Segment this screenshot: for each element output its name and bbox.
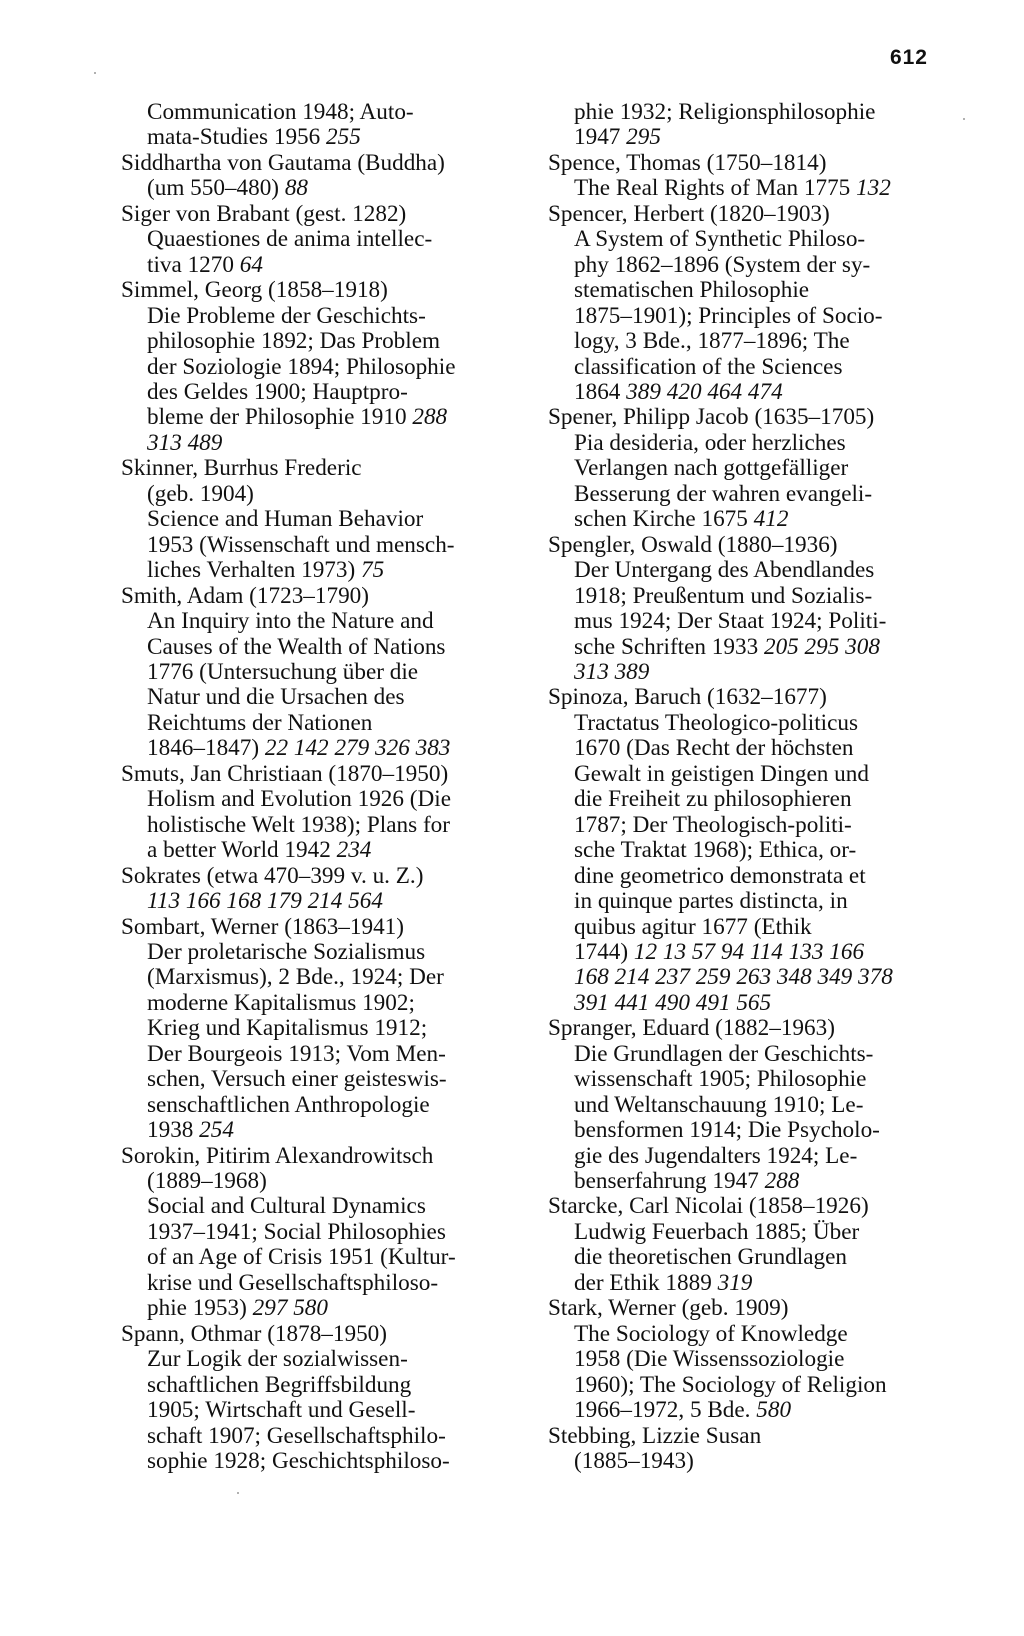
index-entry-continuation-line (121, 507, 516, 532)
entry-text: of an Age of Crisis 1951 (Kultur- (147, 1244, 456, 1271)
index-entry-heading-line (548, 1296, 948, 1321)
entry-text: Simmel, Georg (1858–1918) (121, 277, 388, 304)
entry-text: Spence, Thomas (1750–1814) (548, 149, 827, 176)
entry-text: 1846–1847) (147, 735, 265, 762)
page-references: 75 (361, 557, 385, 584)
page-references: 22 142 279 326 383 (264, 735, 451, 762)
page-references: 254 (199, 1117, 234, 1144)
index-entry-continuation-line (548, 1169, 948, 1194)
entry-text: bensformen 1914; Die Psycholo- (574, 1117, 880, 1144)
entry-text: philosophie 1892; Das Problem (147, 328, 441, 355)
entry-text: phie 1932; Religionsphilosophie (574, 99, 876, 125)
index-entry-continuation-line (548, 635, 948, 660)
entry-text: schen Kirche 1675 (574, 506, 754, 533)
entry-text: 1670 (Das Recht der höchsten (574, 735, 854, 762)
entry-text: Spinoza, Baruch (1632–1677) (548, 684, 827, 711)
entry-text: Tractatus Theologico-politicus (574, 709, 859, 736)
index-entry-continuation-line (548, 1118, 948, 1143)
scan-speck (237, 1492, 239, 1494)
index-entry-continuation-line (121, 609, 516, 634)
entry-text: sophie 1928; Geschichtsphiloso- (147, 1448, 450, 1475)
index-entry-continuation-line (121, 1220, 516, 1245)
entry-text: (Marxismus), 2 Bde., 1924; Der (147, 964, 444, 991)
page-references: 313 389 (574, 658, 650, 685)
entry-text: Siger von Brabant (gest. 1282) (121, 200, 407, 227)
index-entry-continuation-line (121, 176, 516, 201)
entry-text: a better World 1942 (147, 837, 337, 864)
scan-speck (94, 72, 96, 74)
index-entry-continuation-line (548, 965, 948, 990)
entry-text: wissenschaft 1905; Philosophie (574, 1066, 867, 1093)
entry-text: Social and Cultural Dynamics (147, 1193, 426, 1220)
page-references: 132 (856, 175, 891, 202)
index-entry-continuation-line (121, 227, 516, 252)
index-entry-heading-line (548, 685, 948, 710)
entry-text: gie des Jugendalters 1924; Le- (574, 1142, 858, 1169)
entry-text: phie 1953) (147, 1295, 253, 1322)
index-entry-continuation-line (548, 1347, 948, 1372)
entry-text: Ludwig Feuerbach 1885; Über (574, 1218, 860, 1245)
index-entry-heading-line (121, 1322, 516, 1347)
index-entry-continuation-line (548, 609, 948, 634)
entry-text: 1905; Wirtschaft und Gesell- (147, 1397, 416, 1424)
page-references: 319 (717, 1269, 753, 1296)
index-entry-continuation-line (121, 1194, 516, 1219)
index-entry-continuation-line (121, 965, 516, 990)
index-entry-continuation-line (121, 329, 516, 354)
entry-text: holistische Welt 1938); Plans for (147, 811, 450, 838)
index-entry-continuation-line (548, 584, 948, 609)
entry-text: senschaftlichen Anthropologie (147, 1091, 430, 1118)
index-entry-continuation-line (548, 813, 948, 838)
entry-text: Skinner, Burrhus Frederic (121, 455, 362, 482)
index-entry-continuation-line (121, 1067, 516, 1092)
entry-text: Sokrates (etwa 470–399 v. u. Z.) (121, 862, 424, 889)
index-entry-continuation-line (548, 940, 948, 965)
entry-text: 1776 (Untersuchung über die (147, 658, 419, 685)
entry-text: Zur Logik der sozialwissen- (147, 1346, 408, 1373)
page-references: 295 (626, 124, 661, 151)
index-entry-continuation-line (548, 482, 948, 507)
index-entry-continuation-line (121, 1449, 516, 1474)
entry-text: 1937–1941; Social Philosophies (147, 1218, 446, 1245)
entry-text: Communication 1948; Auto- (147, 99, 414, 125)
page-references: 389 420 464 474 (626, 378, 783, 405)
index-entry-heading-line (548, 533, 948, 558)
page-references: 391 441 490 491 565 (574, 989, 772, 1016)
index-entry-continuation-line (548, 1093, 948, 1118)
entry-text: liches Verhalten 1973) (147, 557, 361, 584)
entry-text: quibus agitur 1677 (Ethik (574, 913, 812, 940)
index-entry-continuation-line (121, 125, 516, 150)
entry-text: Sorokin, Pitirim Alexandrowitsch (121, 1142, 434, 1169)
index-entry-continuation-line (548, 380, 948, 405)
index-entry-continuation-line (548, 1322, 948, 1347)
index-entry-continuation-line (121, 635, 516, 660)
index-entry-continuation-line (121, 355, 516, 380)
entry-text: 1953 (Wissenschaft und mensch- (147, 531, 455, 558)
index-entry-continuation-line (548, 176, 948, 201)
entry-text: Der proletarische Sozialismus (147, 938, 426, 965)
entry-text: Holism and Evolution 1926 (Die (147, 786, 451, 813)
entry-text: Der Untergang des Abendlandes (574, 557, 875, 584)
entry-text: 1864 (574, 378, 627, 405)
index-entry-continuation-line (121, 533, 516, 558)
index-entry-continuation-line (548, 507, 948, 532)
entry-text: und Weltanschauung 1910; Le- (574, 1091, 864, 1118)
index-entry-continuation-line (548, 1144, 948, 1169)
index-entry-continuation-line (121, 1016, 516, 1041)
index-entry-continuation-line (548, 915, 948, 940)
entry-text: Die Grundlagen der Geschichts- (574, 1040, 874, 1067)
index-entry-continuation-line (121, 813, 516, 838)
index-entry-continuation-line (121, 787, 516, 812)
entry-text: 1938 (147, 1117, 200, 1144)
index-entry-continuation-line (548, 1067, 948, 1092)
entry-text: Verlangen nach gottgefälliger (574, 455, 849, 482)
entry-text: tiva 1270 (147, 251, 240, 278)
entry-text: Sombart, Werner (1863–1941) (121, 913, 404, 940)
index-entry-continuation-line (121, 838, 516, 863)
index-entry-continuation-line (548, 1271, 948, 1296)
entry-text: Smith, Adam (1723–1790) (121, 582, 369, 609)
entry-text: Spranger, Eduard (1882–1963) (548, 1015, 835, 1042)
entry-text: 1958 (Die Wissenssoziologie (574, 1346, 845, 1373)
index-entry-continuation-line (121, 685, 516, 710)
entry-text: die theoretischen Grundlagen (574, 1244, 847, 1271)
index-column-right (548, 100, 948, 1474)
index-entry-heading-line (548, 202, 948, 227)
index-entry-continuation-line (548, 991, 948, 1016)
page-references: 288 (764, 1168, 800, 1195)
entry-text: Stark, Werner (geb. 1909) (548, 1295, 789, 1322)
entry-text: Spann, Othmar (1878–1950) (121, 1320, 387, 1347)
index-entry-heading-line (548, 151, 948, 176)
entry-text: The Real Rights of Man 1775 (574, 175, 857, 202)
index-entry-continuation-line (548, 660, 948, 685)
index-entry-heading-line (548, 1424, 948, 1449)
scan-speck (963, 118, 965, 120)
index-entry-continuation-line (548, 1220, 948, 1245)
index-entry-heading-line (121, 1144, 516, 1169)
entry-text: Siddhartha von Gautama (Buddha) (121, 149, 445, 176)
entry-text: (1889–1968) (147, 1168, 267, 1195)
entry-text: Smuts, Jan Christiaan (1870–1950) (121, 760, 449, 787)
index-entry-continuation-line (121, 1296, 516, 1321)
entry-text: des Geldes 1900; Hauptpro- (147, 378, 408, 405)
index-entry-continuation-line (121, 1424, 516, 1449)
entry-text: 1966–1972, 5 Bde. (574, 1397, 757, 1424)
index-entry-continuation-line (121, 1373, 516, 1398)
entry-text: logy, 3 Bde., 1877–1896; The (574, 328, 850, 355)
entry-text: Science and Human Behavior (147, 506, 424, 533)
index-column-left (121, 100, 516, 1474)
entry-text: phy 1862–1896 (System der sy- (574, 251, 871, 278)
index-entry-heading-line (121, 151, 516, 176)
page-references: 12 13 57 94 114 133 166 (633, 938, 865, 965)
entry-text: krise und Gesellschaftsphiloso- (147, 1269, 439, 1296)
entry-text: 1875–1901); Principles of Socio- (574, 302, 883, 329)
entry-text: An Inquiry into the Nature and (147, 608, 434, 635)
entry-text: Krieg und Kapitalismus 1912; (147, 1015, 428, 1042)
entry-text: 1918; Preußentum und Sozialis- (574, 582, 873, 609)
page-references: 297 580 (252, 1295, 328, 1322)
page-references: 64 (239, 251, 263, 278)
entry-text: mata-Studies 1956 (147, 124, 327, 151)
index-entry-heading-line (548, 1194, 948, 1219)
entry-text: (um 550–480) (147, 175, 285, 202)
entry-text: stematischen Philosophie (574, 277, 810, 304)
index-entry-continuation-line (121, 304, 516, 329)
index-entry-heading-line (121, 762, 516, 787)
entry-text: Pia desideria, oder herzliches (574, 429, 846, 456)
entry-text: Spener, Philipp Jacob (1635–1705) (548, 404, 875, 431)
index-entry-continuation-line (548, 864, 948, 889)
index-entry-continuation-line (121, 940, 516, 965)
index-entry-continuation-line (121, 736, 516, 761)
entry-text: Causes of the Wealth of Nations (147, 633, 446, 660)
index-entry-continuation-line (548, 1398, 948, 1423)
index-entry-continuation-line (548, 1373, 948, 1398)
entry-text: 1787; Der Theologisch-politi- (574, 811, 852, 838)
entry-text: Spengler, Oswald (1880–1936) (548, 531, 838, 558)
index-entry-continuation-line (548, 278, 948, 303)
entry-text: (1885–1943) (574, 1448, 694, 1475)
entry-text: A System of Synthetic Philoso- (574, 226, 866, 253)
index-entry-heading-line (121, 584, 516, 609)
index-entry-continuation-line (548, 304, 948, 329)
index-entry-continuation-line (121, 431, 516, 456)
index-entry-continuation-line (548, 558, 948, 583)
index-entry-continuation-line (121, 1042, 516, 1067)
entry-text: dine geometrico demonstrata et (574, 862, 866, 889)
entry-text: 1960); The Sociology of Religion (574, 1371, 887, 1398)
page-number: 612 (889, 46, 928, 69)
index-entry-continuation-line (121, 100, 516, 125)
index-entry-heading-line (548, 405, 948, 430)
entry-text: classification of the Sciences (574, 353, 843, 380)
index-entry-continuation-line (548, 889, 948, 914)
page-references: 580 (756, 1397, 792, 1424)
entry-text: The Sociology of Knowledge (574, 1320, 848, 1347)
entry-text: Starcke, Carl Nicolai (1858–1926) (548, 1193, 869, 1220)
entry-text: Natur und die Ursachen des (147, 684, 405, 711)
page-references: 113 166 168 179 214 564 (147, 888, 383, 915)
entry-text: bleme der Philosophie 1910 (147, 404, 413, 431)
index-entry-heading-line (121, 278, 516, 303)
entry-text: moderne Kapitalismus 1902; (147, 989, 415, 1016)
entry-text: Stebbing, Lizzie Susan (548, 1422, 762, 1449)
index-entry-continuation-line (548, 456, 948, 481)
index-entry-continuation-line (121, 1118, 516, 1143)
page-references: 88 (284, 175, 309, 202)
index-entry-continuation-line (121, 1169, 516, 1194)
index-entry-continuation-line (548, 1042, 948, 1067)
index-entry-continuation-line (121, 991, 516, 1016)
entry-text: schaft 1907; Gesellschaftsphilo- (147, 1422, 446, 1449)
index-entry-continuation-line (548, 227, 948, 252)
page-references: 313 489 (147, 429, 223, 456)
entry-text: sche Schriften 1933 (574, 633, 764, 660)
index-entry-heading-line (121, 202, 516, 227)
index-entry-continuation-line (121, 1245, 516, 1270)
index-entry-continuation-line (121, 889, 516, 914)
index-entry-continuation-line (548, 125, 948, 150)
page-references: 412 (753, 506, 789, 533)
index-entry-heading-line (548, 1016, 948, 1041)
index-entry-continuation-line (548, 787, 948, 812)
index-entry-continuation-line (548, 736, 948, 761)
page-references: 168 214 237 259 263 348 349 378 (574, 964, 893, 991)
entry-text: der Soziologie 1894; Philosophie (147, 353, 456, 380)
entry-text: (geb. 1904) (147, 480, 254, 507)
index-entry-continuation-line (548, 253, 948, 278)
entry-text: Besserung der wahren evangeli- (574, 480, 873, 507)
index-entry-heading-line (121, 915, 516, 940)
index-entry-continuation-line (121, 1093, 516, 1118)
index-entry-continuation-line (548, 431, 948, 456)
index-entry-continuation-line (548, 1245, 948, 1270)
entry-text: Reichtums der Nationen (147, 709, 373, 736)
entry-text: Quaestiones de anima intellec- (147, 226, 433, 253)
index-entry-heading-line (121, 456, 516, 481)
entry-text: 1947 (574, 124, 627, 151)
page-references: 234 (336, 837, 372, 864)
index-entry-continuation-line (121, 660, 516, 685)
entry-text: benserfahrung 1947 (574, 1168, 765, 1195)
entry-text: schen, Versuch einer geisteswis- (147, 1066, 447, 1093)
index-entry-continuation-line (121, 253, 516, 278)
index-entry-continuation-line (548, 355, 948, 380)
page-references: 205 295 308 (763, 633, 880, 660)
index-entry-continuation-line (121, 1347, 516, 1372)
entry-text: mus 1924; Der Staat 1924; Politi- (574, 608, 887, 635)
index-entry-continuation-line (548, 711, 948, 736)
index-entry-continuation-line (548, 1449, 948, 1474)
index-entry-continuation-line (121, 482, 516, 507)
page-references: 255 (326, 124, 361, 151)
entry-text: Gewalt in geistigen Dingen und (574, 760, 869, 787)
entry-text: in quinque partes distincta, in (574, 888, 848, 915)
index-entry-continuation-line (121, 1271, 516, 1296)
index-entry-continuation-line (121, 711, 516, 736)
index-entry-heading-line (121, 864, 516, 889)
page-references: 288 (412, 404, 448, 431)
index-entry-continuation-line (121, 558, 516, 583)
index-entry-continuation-line (121, 1398, 516, 1423)
entry-text: sche Traktat 1968); Ethica, or- (574, 837, 857, 864)
entry-text: 1744) (574, 938, 634, 965)
entry-text: Spencer, Herbert (1820–1903) (548, 200, 830, 227)
index-entry-continuation-line (121, 380, 516, 405)
entry-text: schaftlichen Begriffsbildung (147, 1371, 412, 1398)
entry-text: Die Probleme der Geschichts- (147, 302, 426, 329)
index-entry-continuation-line (548, 838, 948, 863)
entry-text: der Ethik 1889 (574, 1269, 718, 1296)
index-entry-continuation-line (548, 329, 948, 354)
entry-text: Der Bourgeois 1913; Vom Men- (147, 1040, 446, 1067)
index-entry-continuation-line (121, 405, 516, 430)
entry-text: die Freiheit zu philosophieren (574, 786, 852, 813)
index-entry-continuation-line (548, 762, 948, 787)
index-entry-continuation-line (548, 100, 948, 125)
